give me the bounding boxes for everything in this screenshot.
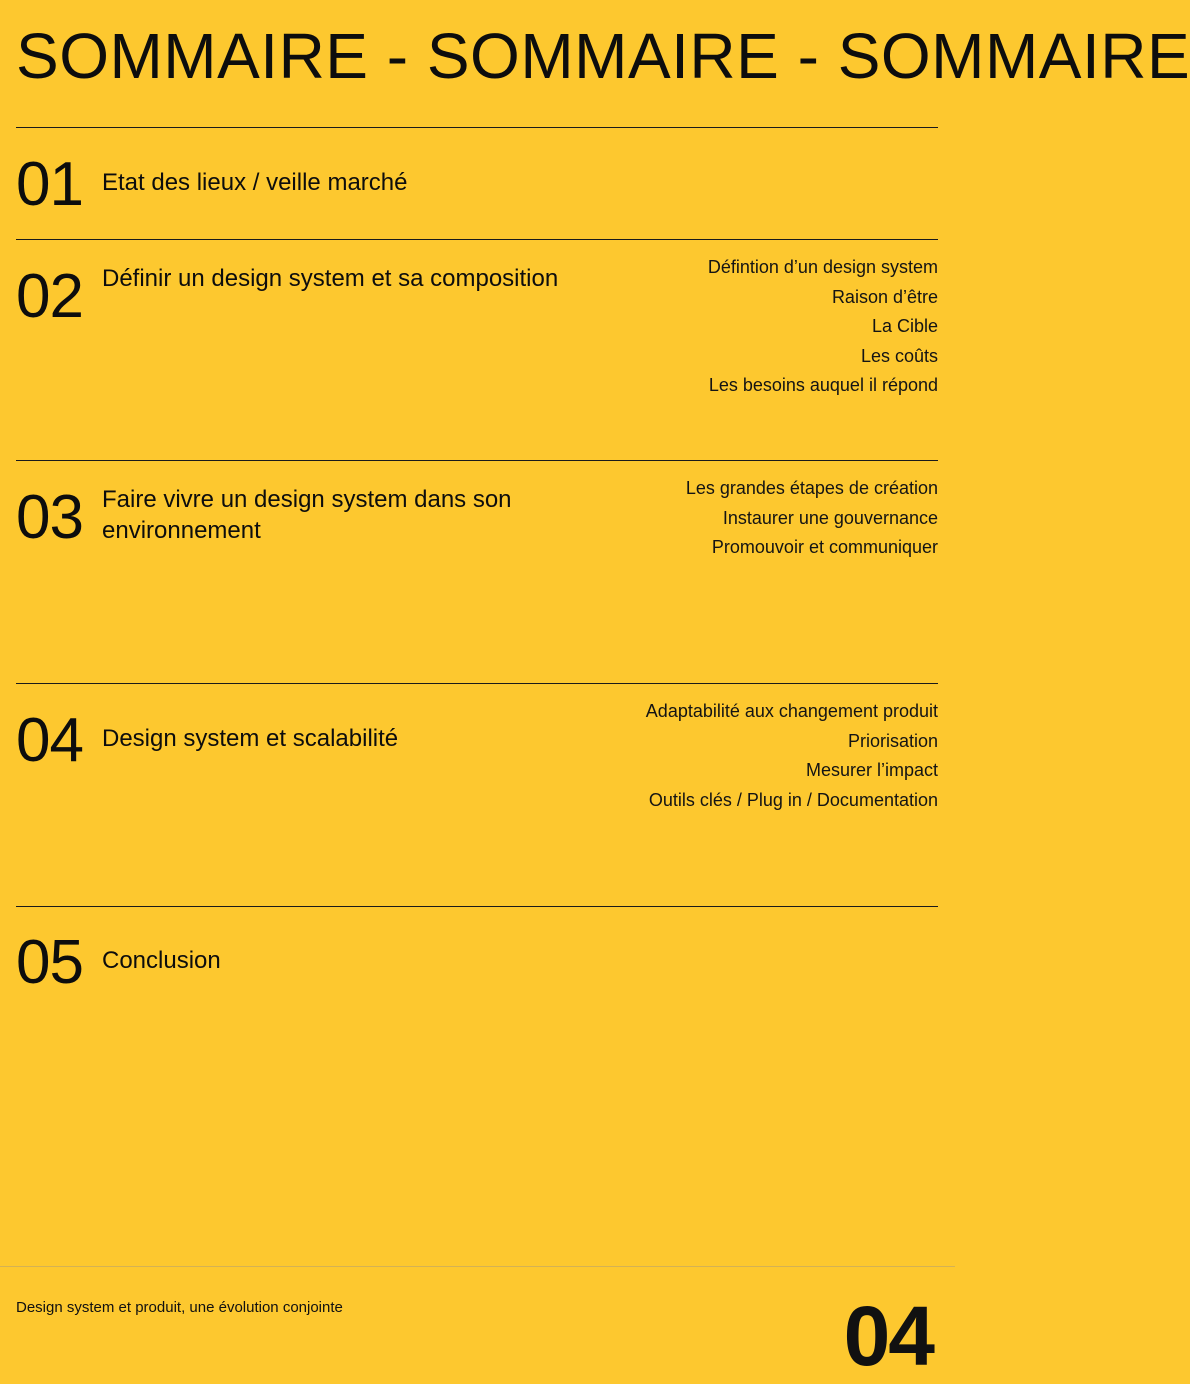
section-number: 01 [16, 150, 83, 219]
section-divider [16, 683, 938, 684]
section-divider [16, 239, 938, 240]
footer-divider [0, 1266, 955, 1267]
subtopic-item: La Cible [871, 316, 938, 336]
section-divider [16, 127, 938, 128]
section-number: 05 [16, 928, 83, 997]
section-title: Design system et scalabilité [102, 725, 399, 752]
subtopic-item: Défintion d’un design system [707, 257, 938, 277]
subtopic-item: Adaptabilité aux changement produit [645, 701, 938, 721]
page-number: 04 [843, 1289, 933, 1383]
section-subtopics [708, 253, 938, 401]
subtopic-item: Raison d’être [831, 286, 938, 307]
page-title: SOMMAIRE - SOMMAIRE - SOMMAIRE [16, 20, 1190, 92]
section-number: 02 [16, 262, 83, 331]
section-title: Définir un design system et sa composition [102, 265, 559, 292]
footer-caption: Design system et produit, une évolution conjointe [16, 1299, 343, 1316]
section-subtopics [686, 474, 938, 563]
subtopic-item: Mesurer l’impact [805, 760, 938, 780]
subtopic-item: Les grandes étapes de création [685, 478, 938, 498]
section-title: Conclusion [102, 947, 221, 974]
subtopic-item: Outils clés / Plug in / Documentation [648, 789, 938, 810]
subtopic-item: Priorisation [847, 730, 938, 751]
section-divider [16, 460, 938, 461]
subtopic-item: Promouvoir et communiquer [711, 537, 938, 557]
section-number: 04 [16, 706, 83, 775]
subtopic-item: Les coûts [860, 345, 938, 366]
section-title: Faire vivre un design system dans son environnement [102, 486, 512, 544]
subtopic-item: Instaurer une gouvernance [722, 507, 938, 528]
section-divider [16, 906, 938, 907]
section-subtopics [646, 697, 938, 815]
section-title: Etat des lieux / veille marché [102, 169, 408, 196]
section-number: 03 [16, 483, 83, 552]
subtopic-item: Les besoins auquel il répond [708, 375, 938, 395]
